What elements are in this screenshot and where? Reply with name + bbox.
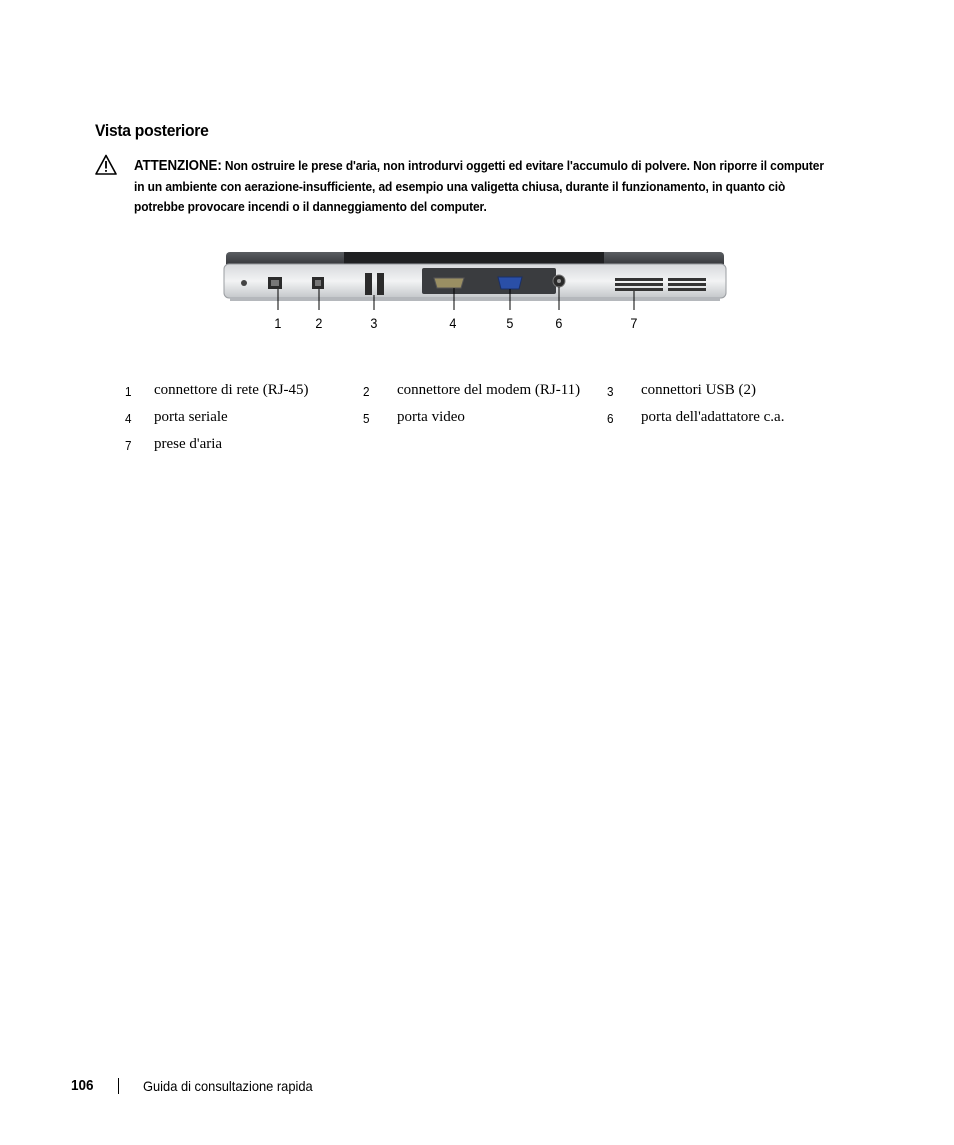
callout-3: 3 (370, 315, 378, 331)
legend-num: 3 (607, 384, 614, 399)
section-title: Vista posteriore (95, 121, 209, 140)
legend-text: connettori USB (2) (641, 382, 756, 398)
legend-num: 5 (363, 411, 370, 426)
callout-6: 6 (555, 315, 563, 331)
chassis-base (230, 297, 720, 301)
warning-icon (95, 154, 117, 175)
legend-text: porta video (397, 409, 465, 425)
legend-num: 4 (125, 411, 132, 426)
legend-text: prese d'aria (154, 436, 223, 452)
legend-num: 7 (125, 438, 132, 453)
legend-num: 6 (607, 411, 614, 426)
usb-port-2 (377, 273, 384, 295)
legend-num: 2 (363, 384, 370, 399)
footer-divider (118, 1078, 119, 1094)
security-slot (241, 280, 247, 286)
legend-text: connettore del modem (RJ-11) (397, 382, 581, 398)
callout-1: 1 (274, 315, 282, 331)
legend-text: porta seriale (154, 409, 228, 425)
footer-title: Guida di consultazione rapida (143, 1078, 313, 1094)
warning-text: Non ostruire le prese d'aria, non introdurvi oggetti ed evitare l'accumulo di polvere. Non riporre il computer in un ambiente con aerazione-insufficiente, ad esempio una valigetta chiusa, durante il funzionamento, in quanto ciò potrebbe provocare incendi o il danneggiamento del computer. (134, 158, 824, 214)
video-port (498, 277, 522, 289)
callout-4: 4 (449, 315, 457, 331)
callout-2: 2 (315, 315, 323, 331)
legend-text: porta dell'adattatore c.a. (641, 409, 785, 425)
air-vents (615, 278, 706, 291)
callout-7: 7 (630, 315, 638, 331)
page-number: 106 (71, 1077, 94, 1094)
serial-port (434, 278, 464, 288)
rear-view-illustration (222, 248, 728, 310)
legend-text: connettore di rete (RJ-45) (154, 382, 309, 398)
warning-box (134, 156, 833, 218)
callout-5: 5 (506, 315, 514, 331)
usb-port-1 (365, 273, 372, 295)
warning-label: ATTENZIONE: (134, 158, 222, 174)
legend-num: 1 (125, 384, 132, 399)
